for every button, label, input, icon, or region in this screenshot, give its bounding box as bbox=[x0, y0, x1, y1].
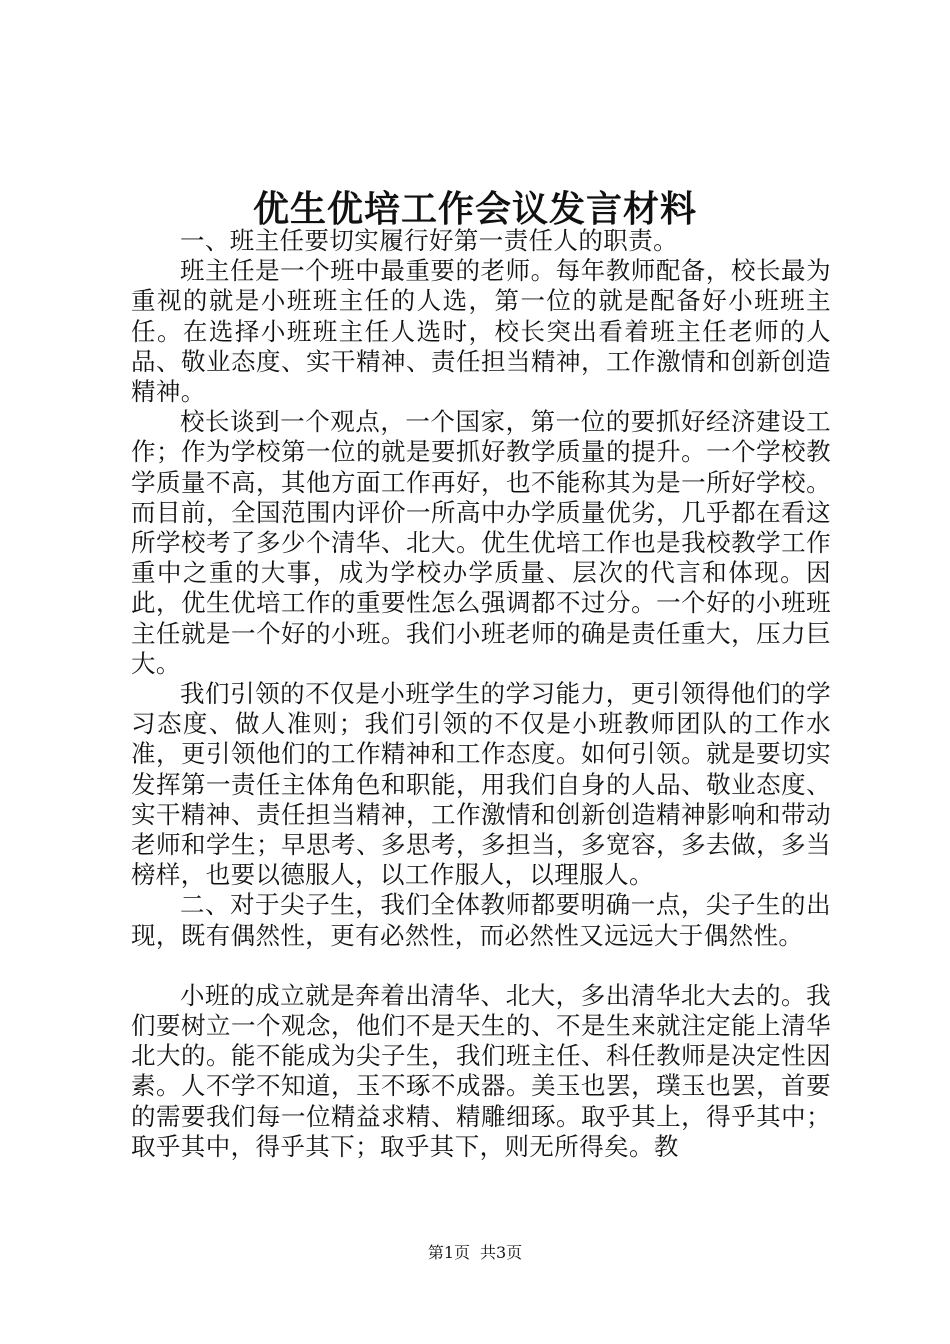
paragraph-teaching-quality: 校长谈到一个观点，一个国家，第一位的要抓好经济建设工作；作为学校第一位的就是要抓好教学质量的提升。一个学校教学质量不高，其他方面工作再好，也不能称其为是一所好学校。而目前，全国范围内评价一所高中办学质量优劣，几乎都在看这所学校考了多少个清华、北大。优生优培工作也是我校教学工作重中之重的大事，成为学校办学质量、层次的代言和体现。因此，优生优培工作的重要性怎么强调都不过分。一个好的小班班主任就是一个好的小班。我们小班老师的确是责任重大，压力巨大。 bbox=[131, 407, 831, 678]
paragraph-section-one-heading: 一、班主任要切实履行好第一责任人的职责。 bbox=[180, 226, 678, 255]
document-title: 优生优培工作会议发言材料 bbox=[252, 188, 697, 230]
paragraph-leadership: 我们引领的不仅是小班学生的学习能力，更引领得他们的学习态度、做人准则；我们引领的不仅是小班教师团队的工作水准，更引领他们的工作精神和工作态度。如何引领。就是要切实发挥第一责任主体角色和职能，用我们自身的人品、敬业态度、实干精神、责任担当精神，工作激情和创新创造精神影响和带动老师和学生；早思考、多思考，多担当，多宽容，多去做，多当榜样，也要以德服人，以工作服人，以理服人。 bbox=[131, 679, 831, 890]
page-footer bbox=[0, 1243, 950, 1263]
document-body bbox=[131, 226, 831, 1162]
page-total: 共3页 bbox=[480, 1243, 523, 1262]
paragraph-head-teacher-role: 班主任是一个班中最重要的老师。每年教师配备，校长最为重视的就是小班班主任的人选，第一位的就是配备好小班班主任。在选择小班班主任人选时，校长突出看着班主任老师的人品、敬业态度、实干精神、责任担当精神，工作激情和创新创造精神。 bbox=[131, 256, 831, 407]
paragraph-section-two-heading: 二、对于尖子生，我们全体教师都要明确一点，尖子生的出现，既有偶然性，更有必然性，而必然性又远远大于偶然性。 bbox=[131, 890, 831, 950]
paragraph-small-class-goal: 小班的成立就是奔着出清华、北大，多出清华北大去的。我们要树立一个观念，他们不是天生的、不是生来就注定能上清华北大的。能不能成为尖子生，我们班主任、科任教师是决定性因素。人不学不知道，玉不琢不成器。美玉也罢，璞玉也罢，首要的需要我们每一位精益求精、精雕细琢。取乎其上，得乎其中；取乎其中，得乎其下；取乎其下，则无所得矣。教 bbox=[131, 980, 831, 1161]
page-number: 第1页 bbox=[427, 1243, 470, 1262]
